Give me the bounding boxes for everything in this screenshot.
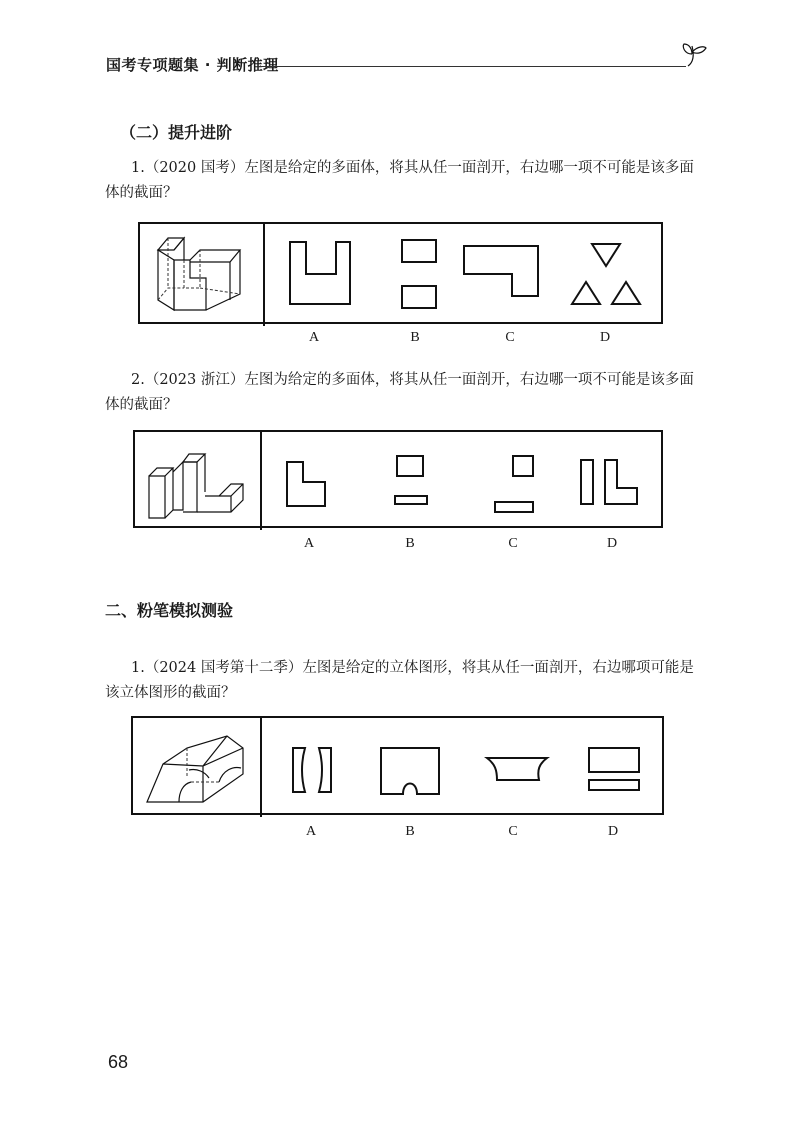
option-label-q1-c: C <box>505 330 515 345</box>
option-shape-q1-a[interactable] <box>290 242 350 304</box>
option-shape-q2-b[interactable] <box>395 456 427 504</box>
option-label-q3-c: C <box>508 824 518 839</box>
running-header-title: 国考专项题集 · 判断推理 <box>106 56 279 74</box>
question-text-q2: 2.（2023 浙江）左图为给定的多面体，将其从任一面剖开，右边哪一项不可能是该多面体的截面？ <box>105 372 694 413</box>
option-label-q1-b: B <box>410 330 420 345</box>
option-shape-q1-c[interactable] <box>464 246 538 296</box>
option-shape-q3-c[interactable] <box>487 758 547 780</box>
solid-drawing-q3 <box>147 736 243 802</box>
option-shape-q2-a[interactable] <box>287 462 325 506</box>
section-heading-advanced: （二）提升进阶 <box>120 123 233 142</box>
figure-box-q3 <box>131 716 664 815</box>
figure-box-q2 <box>133 430 663 528</box>
option-label-q3-b: B <box>405 824 415 839</box>
option-label-q2-d: D <box>606 536 618 551</box>
option-shape-q3-b[interactable] <box>381 748 439 794</box>
polyhedron-drawing-q1 <box>158 238 240 310</box>
option-label-q2-c: C <box>508 536 518 551</box>
option-label-q1-d: D <box>599 330 611 345</box>
question-text-q1: 1.（2020 国考）左图是给定的多面体，将其从任一面剖开，右边哪一项不可能是该多面体的截面？ <box>105 160 694 201</box>
option-label-q2-a: A <box>303 536 315 551</box>
option-shape-q1-b[interactable] <box>402 240 436 308</box>
figure-q1-drawing <box>140 224 665 326</box>
figure-q2-drawing <box>135 432 665 530</box>
option-shape-q3-a[interactable] <box>293 748 331 792</box>
option-shape-q2-d[interactable] <box>581 460 637 504</box>
figure-q3-drawing <box>133 718 666 817</box>
page-number: 68 <box>108 1052 129 1072</box>
option-shape-q3-d[interactable] <box>589 748 639 790</box>
sprout-icon <box>680 40 720 70</box>
question-text-q3: 1.（2024 国考第十二季）左图是给定的立体图形，将其从任一面剖开，右边哪项可能是该立体图形的截面？ <box>105 660 694 701</box>
option-shape-q1-d[interactable] <box>572 244 640 304</box>
section-heading-mock-test: 二、粉笔模拟测验 <box>105 601 234 620</box>
figure-box-q1 <box>138 222 663 324</box>
header-rule <box>258 66 686 67</box>
polyhedron-drawing-q2 <box>149 454 243 518</box>
option-label-q3-a: A <box>305 824 317 839</box>
option-label-q3-d: D <box>607 824 619 839</box>
option-label-q2-b: B <box>405 536 415 551</box>
option-label-q1-a: A <box>308 330 320 345</box>
option-shape-q2-c[interactable] <box>495 456 533 512</box>
